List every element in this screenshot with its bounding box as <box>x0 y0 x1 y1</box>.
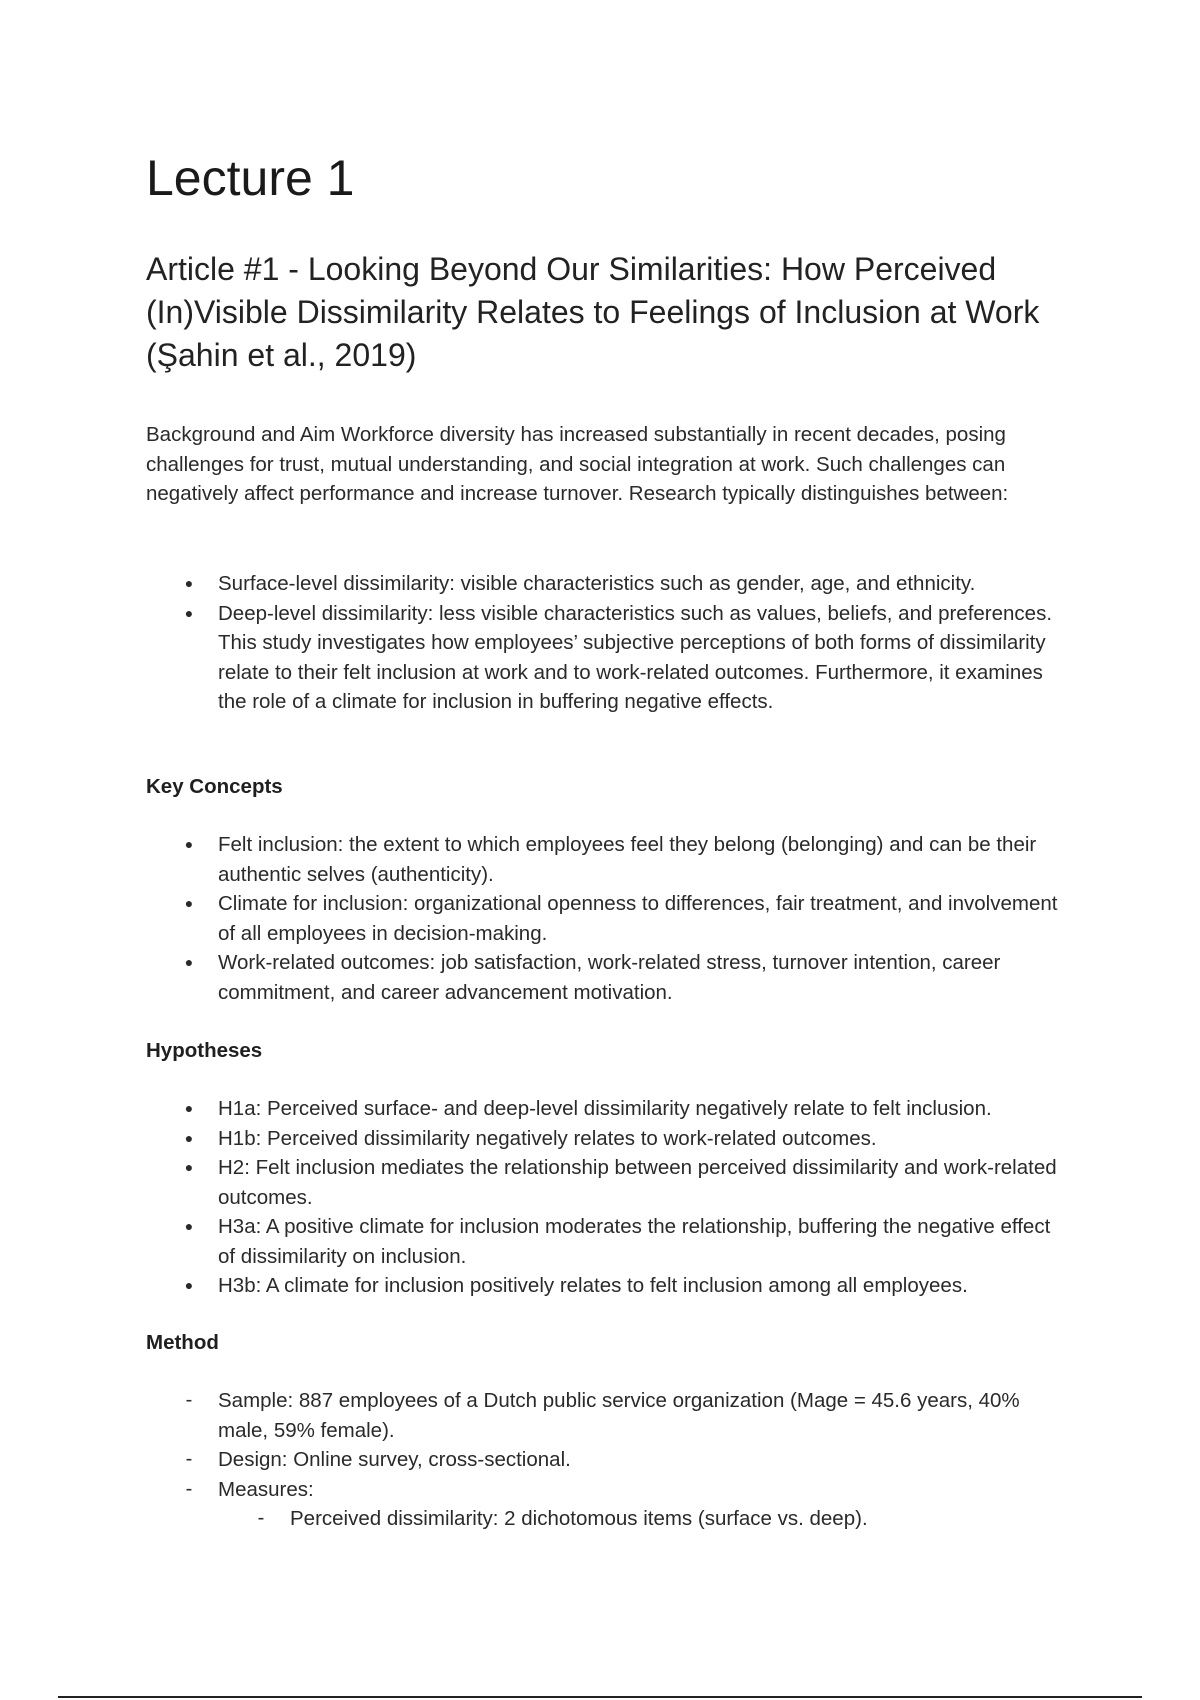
measures-sublist <box>218 1504 1066 1534</box>
bullet-icon: ● <box>184 954 194 970</box>
list-item-text: Work-related outcomes: job satisfaction, work-related stress, turnover intention, career commitment, and career advancement motivation. <box>218 951 1001 1004</box>
key-concepts-list <box>146 830 1066 1007</box>
list-item-text: H1b: Perceived dissimilarity negatively relates to work-related outcomes. <box>218 1126 877 1150</box>
article-title: Article #1 - Looking Beyond Our Similarities: How Perceived (In)Visible Dissimilarity Relates to Feelings of Inclusion at Work (Şahin et al., 2019) <box>146 251 1040 373</box>
bullet-icon: ● <box>184 1218 194 1234</box>
list-item <box>146 1094 1066 1124</box>
list-item <box>146 1124 1066 1154</box>
bullet-icon: ● <box>184 895 194 911</box>
list-item <box>146 1445 1066 1475</box>
document-title: Lecture 1 <box>146 150 355 206</box>
method-heading: Method <box>146 1331 219 1354</box>
list-item <box>146 1386 1066 1445</box>
key-concepts-section <box>146 772 1066 1007</box>
list-item-text: H1a: Perceived surface- and deep-level dissimilarity negatively relate to felt inclusion. <box>218 1097 992 1120</box>
bullet-icon: ● <box>184 1129 194 1146</box>
list-item <box>146 1475 1066 1534</box>
bullet-icon: ● <box>184 836 194 852</box>
method-list <box>146 1386 1066 1534</box>
list-item-text: Felt inclusion: the extent to which employees feel they belong (belonging) and can be their authentic selves (authenticity). <box>218 833 1037 886</box>
list-item <box>146 569 1066 599</box>
key-concepts-heading: Key Concepts <box>146 775 283 798</box>
list-item-text: H3b: A climate for inclusion positively relates to felt inclusion among all employees. <box>218 1274 968 1297</box>
dash-icon: - <box>185 1389 193 1411</box>
list-item-text: Climate for inclusion: organizational openness to differences, fair treatment, and involvement of all employees in decision-making. <box>218 892 1058 945</box>
list-item-text: Sample: 887 employees of a Dutch public service organization (Mage = 45.6 years, 40% male, 59% female). <box>218 1389 1020 1442</box>
intro-bullet-list <box>146 569 1066 717</box>
intro-bullet-section <box>146 569 1066 717</box>
list-item-text: H2: Felt inclusion mediates the relationship between perceived dissimilarity and work-related outcomes. <box>218 1156 1057 1209</box>
list-item-text: Surface-level dissimilarity: visible characteristics such as gender, age, and ethnicity. <box>218 572 976 595</box>
list-item-text: Design: Online survey, cross-sectional. <box>218 1448 571 1471</box>
hypotheses-list <box>146 1094 1066 1301</box>
intro-paragraph: Background and Aim Workforce diversity has increased substantially in recent decades, posing challenges for trust, mutual understanding, and social integration at work. Such challenges can negatively affect performance and increase turnover. Research typically distinguishes between: <box>146 423 1009 505</box>
list-item <box>146 948 1066 1007</box>
page-bottom-rule <box>58 1696 1142 1698</box>
bullet-icon: ● <box>184 575 194 591</box>
list-item <box>146 1153 1066 1212</box>
list-item-text: H3a: A positive climate for inclusion moderates the relationship, buffering the negative effect of dissimilarity on inclusion. <box>218 1215 1051 1268</box>
bullet-icon: ● <box>184 1100 194 1116</box>
dash-icon: - <box>257 1507 265 1529</box>
list-item <box>146 1271 1066 1301</box>
list-item <box>146 889 1066 948</box>
dash-icon: - <box>185 1477 193 1500</box>
method-section <box>146 1328 1066 1534</box>
hypotheses-section <box>146 1036 1066 1301</box>
list-item <box>146 1212 1066 1271</box>
list-item-text: Perceived dissimilarity: 2 dichotomous items (surface vs. deep). <box>290 1507 868 1530</box>
list-item-text: Deep-level dissimilarity: less visible characteristics such as values, beliefs, and preferences. This study investigates how employees’ subjective perceptions of both forms of dissimilarity relate to their felt inclusion at work and to work-related outcomes. Furthermore, it examines the role of a climate for inclusion in buffering negative effects. <box>218 601 1053 713</box>
bullet-icon: ● <box>184 604 194 621</box>
list-item-text: Measures: <box>218 1477 314 1501</box>
list-item <box>146 830 1066 889</box>
hypotheses-heading: Hypotheses <box>146 1039 263 1062</box>
bullet-icon: ● <box>184 1159 194 1175</box>
bullet-icon: ● <box>184 1277 194 1293</box>
list-item <box>218 1504 1066 1534</box>
list-item <box>146 599 1066 717</box>
dash-icon: - <box>185 1448 193 1470</box>
